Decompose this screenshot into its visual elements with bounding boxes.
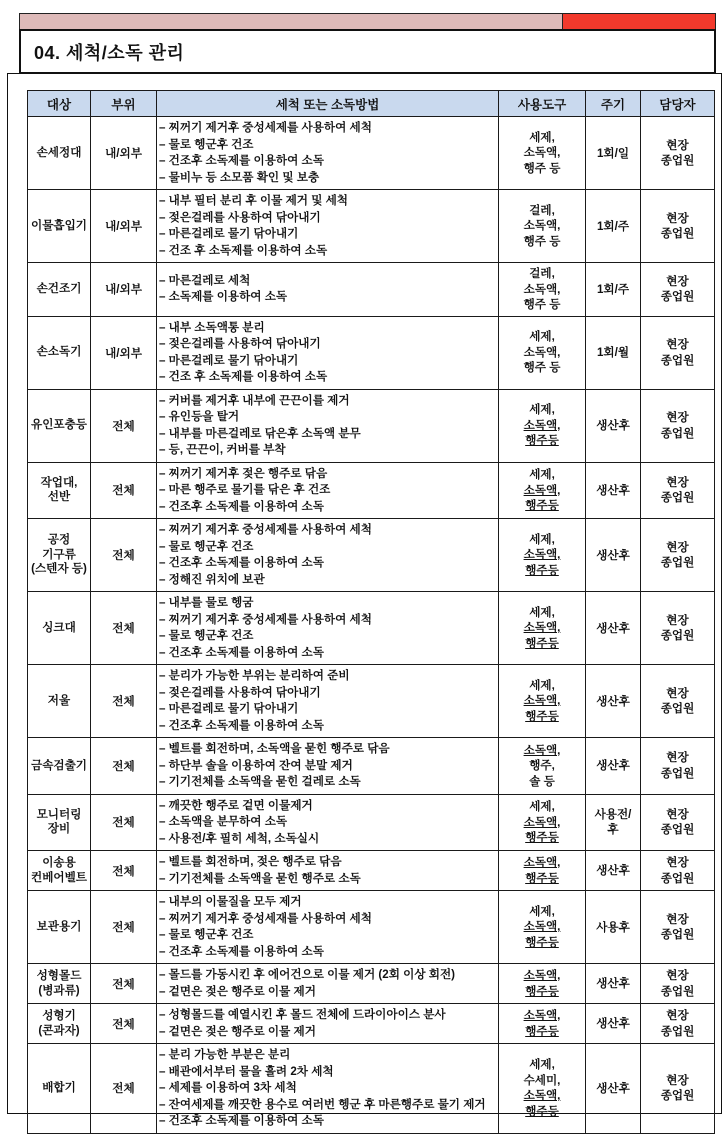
part-cell: 전체 [91,462,157,519]
cycle-cell-line: 생산후 [596,621,630,635]
cycle-cell-line: 생산후 [596,419,630,432]
tool-line: 행주등 [525,709,559,723]
cycle-cell [586,1044,641,1134]
cycle-cell [586,519,641,592]
tool-line: 소독액, [523,920,561,934]
tool-line: 소독액, [523,856,561,869]
target-cell-line: 성형기 [42,1009,76,1022]
method-line: – 찌꺼기 제거후 중성세재를 사용하여 세척 [159,911,372,925]
method-line: – 건조후 소독제를 이용하여 소독 [159,944,324,958]
method-line: – 물로 헹군후 건조 [159,928,254,941]
method-line: – 찌꺼기 제거후 중성세제를 사용하여 세척 [159,121,372,134]
target-cell [28,738,91,795]
tool-line: 세제, [529,678,555,692]
cycle-cell [586,462,641,519]
cycle-cell [586,851,641,891]
tool-line: 세제, [529,468,555,481]
part-cell: 내/외부 [91,316,157,389]
method-cell [157,738,499,795]
method-line: – 세제를 이용하여 3차 세척 [159,1081,297,1094]
cycle-cell [586,665,641,738]
tool-line: 소독액, [523,743,561,757]
target-cell-line: 유인포충등 [31,418,87,432]
manager-cell-line: 종업원 [660,1024,695,1038]
tool-line: 행주 등 [523,161,561,175]
table-row [28,665,715,738]
tool-line: 행주, [529,759,555,772]
manager-cell-line: 종업원 [660,702,695,715]
method-line: – 물로 헹군후 건조 [159,629,254,642]
target-cell [28,316,91,389]
method-line: – 몰드를 가동시킨 후 에어건으로 이물 제거 (2회 이상 회전) [159,968,455,981]
manager-cell-line: 현장 [666,1073,689,1087]
method-line: – 물로 헹군후 건조 [159,539,254,553]
method-line: – 찌꺼기 제거후 중성세제를 사용하여 세척 [159,612,372,626]
manager-cell-line: 현장 [666,751,689,765]
tools-cell [499,519,586,592]
top-accent-bar [19,13,716,30]
table-row [28,462,715,519]
manager-cell-line: 현장 [666,540,689,554]
method-line: – 젖은걸레를 사용하여 닦아내기 [159,337,321,350]
manager-cell-line: 종업원 [660,629,695,642]
target-cell-line: 싱크대 [42,620,76,634]
cycle-cell-line: 1회/주 [596,282,630,296]
part-cell: 전체 [91,389,157,462]
cycle-cell [586,964,641,1004]
tools-cell [499,964,586,1004]
cycle-cell [586,1004,641,1044]
part-cell: 내/외부 [91,263,157,317]
method-line: – 배관에서부터 물을 흘려 2차 세척 [159,1064,334,1078]
col-header-part: 부위 [91,91,157,117]
method-cell [157,316,499,389]
method-line: – 분리 가능한 부분은 분리 [159,1048,291,1061]
method-line: – 깨끗한 행주로 겉면 이물제거 [159,798,313,812]
tool-line: 소독액, [523,694,561,708]
tool-line: 솔 등 [529,774,555,788]
target-cell-line: 이송용 [42,856,76,869]
target-cell [28,1004,91,1044]
tool-line: 소독액, [523,345,561,359]
tool-line: 소독액, [523,146,561,160]
accent-bar-pink-segment [19,13,562,30]
cycle-cell [586,190,641,263]
target-cell-line: 기구류 [42,547,76,561]
tool-line: 걸레, [529,203,555,217]
cycle-cell-line: 생산후 [596,977,630,990]
cycle-cell [586,316,641,389]
table-row [28,190,715,263]
method-line: – 마른걸레로 물기 닦아내기 [159,227,299,240]
part-cell: 전체 [91,794,157,851]
manager-cell-line: 현장 [666,338,689,351]
tool-line: 세제, [529,1058,555,1072]
cycle-cell-line: 생산후 [596,694,630,708]
tools-cell [499,389,586,462]
tools-cell [499,851,586,891]
cycle-cell-line: 1회/일 [596,146,630,160]
cycle-cell-line: 1회/주 [596,219,630,233]
tool-line: 행주등 [525,499,559,512]
manager-cell-line: 현장 [666,411,689,424]
cycle-cell-line: 생산후 [596,1017,630,1030]
manager-cell [641,964,715,1004]
method-cell [157,1004,499,1044]
method-line: – 겉면은 젖은 행주로 이물 제거 [159,984,316,998]
cycle-cell-line: 생산후 [596,759,630,773]
tools-cell [499,891,586,964]
method-line: – 찌꺼기 제거후 중성세제를 사용하여 세척 [159,523,372,536]
cycle-cell-line: 사용후 [596,920,630,934]
manager-cell-line: 현장 [666,138,689,152]
manager-cell [641,1004,715,1044]
manager-cell-line: 현장 [666,912,689,926]
manager-cell-line: 종업원 [660,556,695,569]
target-cell [28,665,91,738]
cycle-cell [586,891,641,964]
manager-cell-line: 종업원 [660,227,695,240]
manager-cell [641,263,715,317]
cycle-cell [586,389,641,462]
tool-line: 행주등 [525,434,559,448]
page-title: 04. 세척/소독 관리 [34,42,185,63]
manager-cell [641,851,715,891]
target-cell [28,1044,91,1134]
table-row [28,316,715,389]
method-cell [157,519,499,592]
method-line: – 벨트를 회전하며, 소독액을 묻힌 행주로 닦음 [159,742,390,755]
manager-cell-line: 현장 [666,613,689,627]
target-cell-line: 선반 [47,490,71,504]
manager-cell [641,117,715,190]
target-cell [28,263,91,317]
method-line: – 건조후 소독제를 이용하여 소독 [159,499,324,513]
target-cell [28,964,91,1004]
method-cell [157,1044,499,1134]
tools-cell [499,592,586,665]
method-line: – 유인등을 탈거 [159,410,240,423]
table-row [28,1044,715,1134]
method-line: – 기기전체를 소독액을 묻힌 걸레로 소독 [159,775,361,788]
tools-cell [499,117,586,190]
tool-line: 걸레, [529,267,555,280]
method-cell [157,592,499,665]
manager-cell-line: 종업원 [660,491,695,505]
target-cell-line: 작업대, [40,475,78,489]
section-title-box [19,29,716,74]
manager-cell [641,738,715,795]
part-cell: 전체 [91,1004,157,1044]
cycle-cell [586,738,641,795]
table-row [28,738,715,795]
part-cell: 전체 [91,665,157,738]
method-cell [157,964,499,1004]
method-line: – 소독액을 분무하여 소독 [159,815,288,828]
tool-line: 수세미, [523,1073,561,1087]
method-line: – 성형몰드를 예열시킨 후 몰드 전체에 드라이아이스 분사 [159,1008,446,1021]
method-line: – 사용전/후 필히 세척, 소독실시 [159,831,320,845]
manager-cell-line: 종업원 [660,928,695,941]
tool-line: 행주등 [525,984,559,998]
method-line: – 건조후 소독제를 이용하여 소독 [159,718,324,732]
method-cell [157,794,499,851]
manager-cell [641,891,715,964]
target-cell-line: 금속검출기 [31,758,87,772]
tool-line: 행주등 [525,1024,559,1038]
target-cell-line: 손소독기 [36,345,82,359]
tool-line: 행주등 [525,871,559,885]
method-line: – 젖은걸레를 사용하여 닦아내기 [159,210,321,224]
manager-cell-line: 종업원 [660,353,695,367]
manager-cell-line: 현장 [666,274,689,288]
target-cell [28,462,91,519]
manager-cell-line: 종업원 [660,766,695,780]
method-cell [157,462,499,519]
tool-line: 소독액, [523,1009,561,1022]
col-header-method: 세척 또는 소독방법 [157,91,499,117]
target-cell [28,389,91,462]
tools-cell [499,1044,586,1134]
tool-line: 세제, [529,130,555,144]
tool-line: 소독액, [523,969,561,982]
method-line: – 내부 소독액통 분리 [159,320,265,334]
manager-cell-line: 현장 [666,475,689,489]
tool-line: 행주등 [525,636,559,650]
method-line: – 마른걸레로 물기 닦아내기 [159,353,299,367]
cleaning-disinfection-table [27,90,715,1134]
tools-cell [499,738,586,795]
tool-line: 행주등 [525,563,559,577]
tools-cell [499,316,586,389]
manager-cell-line: 종업원 [660,426,695,440]
table-row [28,891,715,964]
tool-line: 소독액, [523,621,561,635]
method-line: – 기기전체를 소독액을 묻힌 행주로 소독 [159,871,361,885]
tools-cell [499,263,586,317]
manager-cell [641,389,715,462]
method-cell [157,665,499,738]
target-cell [28,794,91,851]
target-cell [28,851,91,891]
tools-cell [499,665,586,738]
method-line: – 마른걸레로 세척 [159,273,251,287]
cycle-cell [586,117,641,190]
manager-cell-line: 현장 [666,686,689,700]
cycle-cell-line: 생산후 [596,483,630,497]
manager-cell-line: 현장 [666,807,689,821]
tool-line: 세제, [529,403,555,417]
manager-cell-line: 종업원 [660,823,695,837]
target-cell-line: 저울 [47,693,71,707]
target-cell-line: 공정 [47,533,71,547]
method-line: – 커버를 제거후 내부에 끈끈이를 제거 [159,393,350,407]
col-header-target: 대상 [28,91,91,117]
part-cell: 전체 [91,592,157,665]
method-line: – 겉면은 젖은 행주로 이물 제거 [159,1024,316,1038]
method-line: – 물비누 등 소모품 확인 및 보충 [159,170,320,184]
col-header-tools: 사용도구 [499,91,586,117]
col-header-manager: 담당자 [641,91,715,117]
table-row [28,519,715,592]
cycle-cell-line: 후 [607,823,619,837]
tool-line: 소독액, [523,282,561,296]
cycle-cell [586,592,641,665]
tool-line: 행주등 [525,1104,559,1118]
tool-line: 소독액, [523,548,561,562]
method-cell [157,389,499,462]
manager-cell [641,519,715,592]
tool-line: 행주 등 [523,298,561,311]
table-row [28,117,715,190]
method-line: – 물로 헹군후 건조 [159,137,254,151]
target-cell [28,891,91,964]
method-line: – 마른 행주로 물기를 닦은 후 건조 [159,483,331,496]
target-cell-line: (스텐자 등) [31,562,87,576]
target-cell-line: (병과류) [38,983,80,997]
table-row [28,263,715,317]
target-cell [28,117,91,190]
cycle-cell-line: 생산후 [596,1081,630,1095]
manager-cell-line: 종업원 [660,871,695,885]
part-cell: 내/외부 [91,190,157,263]
method-cell [157,190,499,263]
manager-cell [641,190,715,263]
tool-line: 세제, [529,532,555,546]
manager-cell-line: 현장 [666,856,689,869]
part-cell: 전체 [91,964,157,1004]
method-line: – 내부를 물로 헹굼 [159,596,254,609]
manager-cell-line: 현장 [666,1009,689,1022]
method-cell [157,851,499,891]
manager-cell [641,665,715,738]
cycle-cell-line: 1회/월 [596,346,630,359]
method-cell [157,263,499,317]
method-line: – 분리가 가능한 부위는 분리하여 준비 [159,669,350,682]
method-line: – 건조후 소독제를 이용하여 소독 [159,556,324,569]
target-cell-line: 모니터링 [36,807,82,821]
table-row [28,389,715,462]
target-cell-line: 손세정대 [36,145,82,159]
part-cell: 전체 [91,738,157,795]
manager-cell-line: 종업원 [660,984,695,998]
method-line: – 정해진 위치에 보관 [159,572,265,586]
manager-cell [641,462,715,519]
cycle-cell-line: 사용전/ [594,808,632,822]
tool-line: 행주 등 [523,361,561,375]
cycle-cell [586,794,641,851]
method-line: – 소독제를 이용하여 소독 [159,290,288,304]
target-cell-line: 배합기 [42,1081,76,1094]
tools-cell [499,794,586,851]
method-line: – 내부 필터 분리 후 이물 제거 및 세척 [159,194,349,207]
table-row [28,964,715,1004]
target-cell-line: 컨베어벨트 [31,870,87,884]
target-cell-line: 성형몰드 [36,969,82,982]
part-cell: 내/외부 [91,117,157,190]
tool-line: 세제, [529,605,555,619]
target-cell-line: 장비 [47,822,71,836]
method-line: – 하단부 솔을 이용하여 잔여 분말 제거 [159,758,353,772]
manager-cell-line: 현장 [666,211,689,225]
target-cell-line: (콘과자) [38,1023,80,1037]
method-cell [157,891,499,964]
part-cell: 전체 [91,851,157,891]
method-line: – 건조후 소독제를 이용하여 소독 [159,154,324,167]
target-cell [28,592,91,665]
manager-cell-line: 현장 [666,969,689,982]
tools-cell [499,1004,586,1044]
part-cell: 전체 [91,519,157,592]
method-line: – 등, 끈끈이, 커버를 부착 [159,443,286,456]
target-cell-line: 손건조기 [36,282,82,295]
method-line: – 벨트를 회전하며, 젖은 행주로 닦음 [159,855,342,868]
tool-line: 소독액, [523,815,561,829]
table-row [28,851,715,891]
tool-line: 소독액, [523,483,561,497]
part-cell: 전체 [91,891,157,964]
method-line: – 찌꺼기 제거후 젖은 행주로 닦음 [159,466,328,480]
target-cell [28,190,91,263]
cycle-cell-line: 생산후 [596,864,630,877]
col-header-cycle: 주기 [586,91,641,117]
method-line: – 마른걸레로 물기 닦아내기 [159,702,299,715]
accent-bar-red-segment [562,13,716,30]
table-header-row [28,91,715,117]
method-line: – 내부를 마른걸레로 닦은후 소독액 분무 [159,426,361,440]
method-line: – 건조 후 소독제를 이용하여 소독 [159,370,328,383]
tool-line: 세제, [529,330,555,344]
tools-cell [499,462,586,519]
manager-cell-line: 종업원 [660,154,695,167]
method-cell [157,117,499,190]
table-row [28,1004,715,1044]
manager-cell-line: 종업원 [660,290,695,304]
table-row [28,794,715,851]
method-line: – 젖은걸레를 사용하여 닦아내기 [159,685,321,699]
manager-cell [641,592,715,665]
manager-cell [641,794,715,851]
tool-line: 세제, [529,904,555,918]
cycle-cell [586,263,641,317]
method-line: – 건조후 소독제를 이용하여 소독 [159,1114,324,1127]
method-line: – 건조후 소독제를 이용하여 소독 [159,645,324,659]
cycle-cell-line: 생산후 [596,548,630,562]
table-row [28,592,715,665]
target-cell-line: 이물흡입기 [31,218,87,232]
tool-line: 세제, [529,800,555,813]
part-cell: 전체 [91,1044,157,1134]
method-line: – 잔여세제를 깨끗한 용수로 여러번 헹군 후 마른행주로 물기 제거 [159,1097,486,1111]
tool-line: 행주 등 [523,234,561,248]
tool-line: 소독액, [523,1089,561,1103]
manager-cell [641,316,715,389]
tool-line: 소독액, [523,418,561,432]
manager-cell-line: 종업원 [660,1089,695,1103]
tool-line: 소독액, [523,219,561,233]
target-cell [28,519,91,592]
target-cell-line: 보관용기 [36,919,82,933]
tool-line: 행주등 [525,935,559,949]
method-line: – 내부의 이물질을 모두 제거 [159,895,302,908]
tools-cell [499,190,586,263]
manager-cell [641,1044,715,1134]
tool-line: 행주등 [525,831,559,844]
method-line: – 건조 후 소독제를 이용하여 소독 [159,243,328,257]
